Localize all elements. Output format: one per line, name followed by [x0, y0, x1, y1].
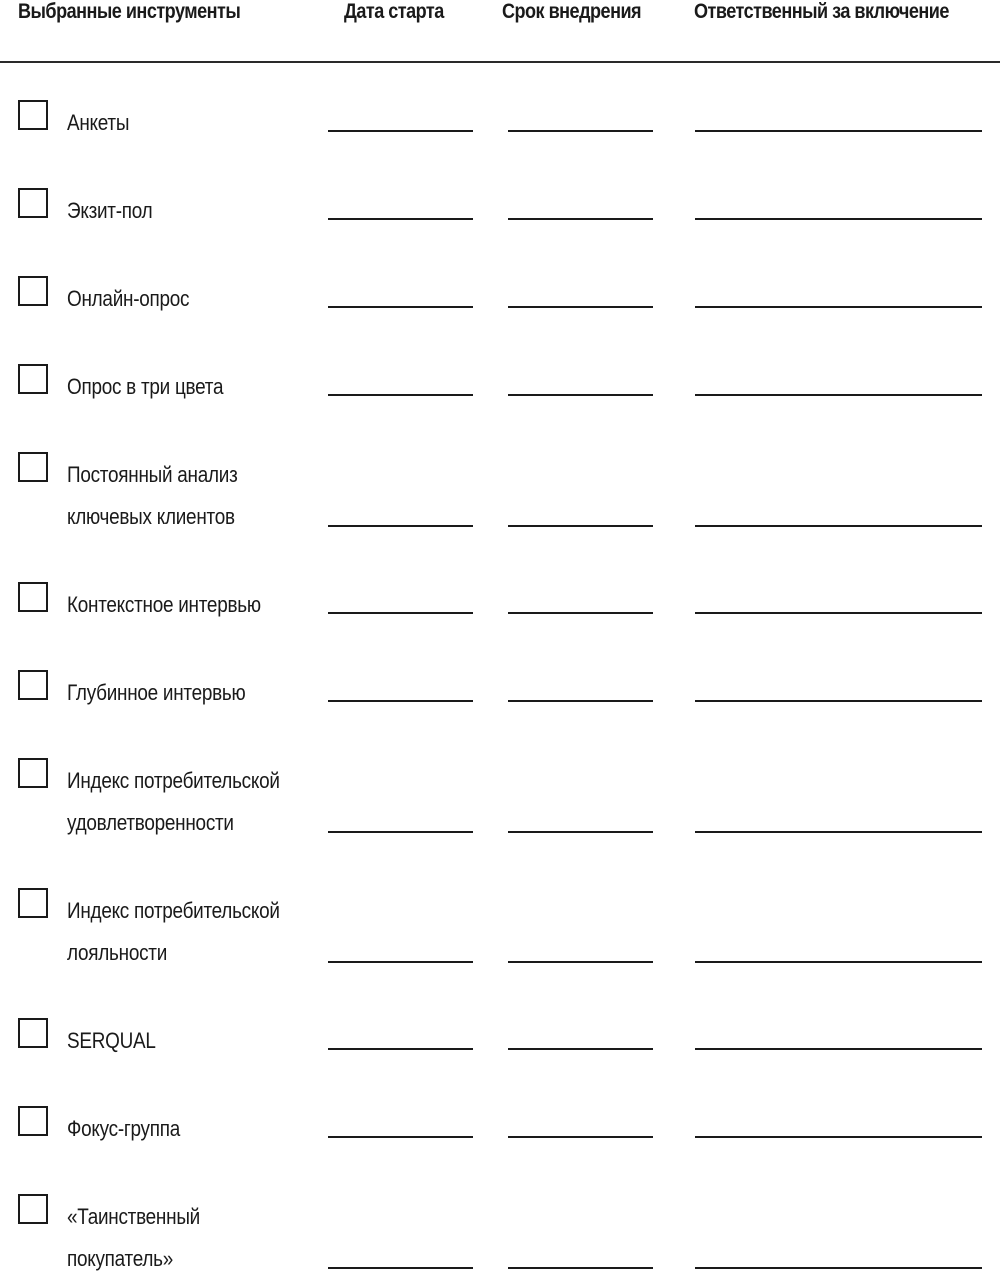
implementation-term-blank[interactable] — [508, 306, 653, 308]
header-divider — [0, 61, 1000, 63]
implementation-term-blank[interactable] — [508, 525, 653, 527]
start-date-blank[interactable] — [328, 1136, 473, 1138]
tool-label: Фокус-группа — [67, 1116, 180, 1141]
column-header-start-date: Дата старта — [344, 0, 444, 23]
implementation-term-blank[interactable] — [508, 218, 653, 220]
responsible-blank[interactable] — [695, 1048, 982, 1050]
column-header-responsible: Ответственный за включение — [694, 0, 949, 23]
tool-label: «Таинственный покупатель» — [67, 1204, 200, 1271]
implementation-term-blank[interactable] — [508, 1267, 653, 1269]
implementation-term-blank[interactable] — [508, 612, 653, 614]
column-header-implementation-term: Срок внедрения — [502, 0, 642, 23]
start-date-blank[interactable] — [328, 394, 473, 396]
start-date-blank[interactable] — [328, 525, 473, 527]
responsible-blank[interactable] — [695, 831, 982, 833]
tool-label: Контекстное интервью — [67, 592, 261, 617]
start-date-blank[interactable] — [328, 612, 473, 614]
implementation-term-blank[interactable] — [508, 700, 653, 702]
tool-checkbox[interactable] — [18, 188, 48, 218]
implementation-term-blank[interactable] — [508, 1136, 653, 1138]
start-date-blank[interactable] — [328, 1267, 473, 1269]
tool-checkbox[interactable] — [18, 100, 48, 130]
tool-label: Экзит-пол — [67, 198, 153, 223]
tool-label: Онлайн-опрос — [67, 286, 190, 311]
start-date-blank[interactable] — [328, 306, 473, 308]
tool-checkbox[interactable] — [18, 452, 48, 482]
responsible-blank[interactable] — [695, 394, 982, 396]
implementation-term-blank[interactable] — [508, 1048, 653, 1050]
responsible-blank[interactable] — [695, 700, 982, 702]
implementation-term-blank[interactable] — [508, 961, 653, 963]
tool-label: Глубинное интервью — [67, 680, 246, 705]
tool-checkbox[interactable] — [18, 758, 48, 788]
responsible-blank[interactable] — [695, 1267, 982, 1269]
tool-label: Постоянный анализ ключевых клиентов — [67, 462, 238, 529]
responsible-blank[interactable] — [695, 1136, 982, 1138]
start-date-blank[interactable] — [328, 1048, 473, 1050]
tool-checkbox[interactable] — [18, 1194, 48, 1224]
tool-checkbox[interactable] — [18, 1018, 48, 1048]
tool-checkbox[interactable] — [18, 582, 48, 612]
table-header — [0, 0, 1000, 60]
tool-checkbox[interactable] — [18, 364, 48, 394]
tool-checkbox[interactable] — [18, 888, 48, 918]
tool-label: Индекс потребительской удовлетворенности — [67, 768, 280, 835]
tool-label: SERQUAL — [67, 1028, 156, 1053]
responsible-blank[interactable] — [695, 612, 982, 614]
start-date-blank[interactable] — [328, 130, 473, 132]
implementation-term-blank[interactable] — [508, 130, 653, 132]
responsible-blank[interactable] — [695, 306, 982, 308]
start-date-blank[interactable] — [328, 700, 473, 702]
tool-label: Анкеты — [67, 110, 130, 135]
tool-checkbox[interactable] — [18, 276, 48, 306]
tool-checkbox[interactable] — [18, 670, 48, 700]
start-date-blank[interactable] — [328, 218, 473, 220]
responsible-blank[interactable] — [695, 961, 982, 963]
responsible-blank[interactable] — [695, 130, 982, 132]
tool-label: Индекс потребительской лояльности — [67, 898, 280, 965]
start-date-blank[interactable] — [328, 961, 473, 963]
responsible-blank[interactable] — [695, 218, 982, 220]
implementation-term-blank[interactable] — [508, 831, 653, 833]
responsible-blank[interactable] — [695, 525, 982, 527]
column-header-tools: Выбранные инструменты — [18, 0, 241, 23]
tool-label: Опрос в три цвета — [67, 374, 224, 399]
tool-checkbox[interactable] — [18, 1106, 48, 1136]
implementation-term-blank[interactable] — [508, 394, 653, 396]
start-date-blank[interactable] — [328, 831, 473, 833]
